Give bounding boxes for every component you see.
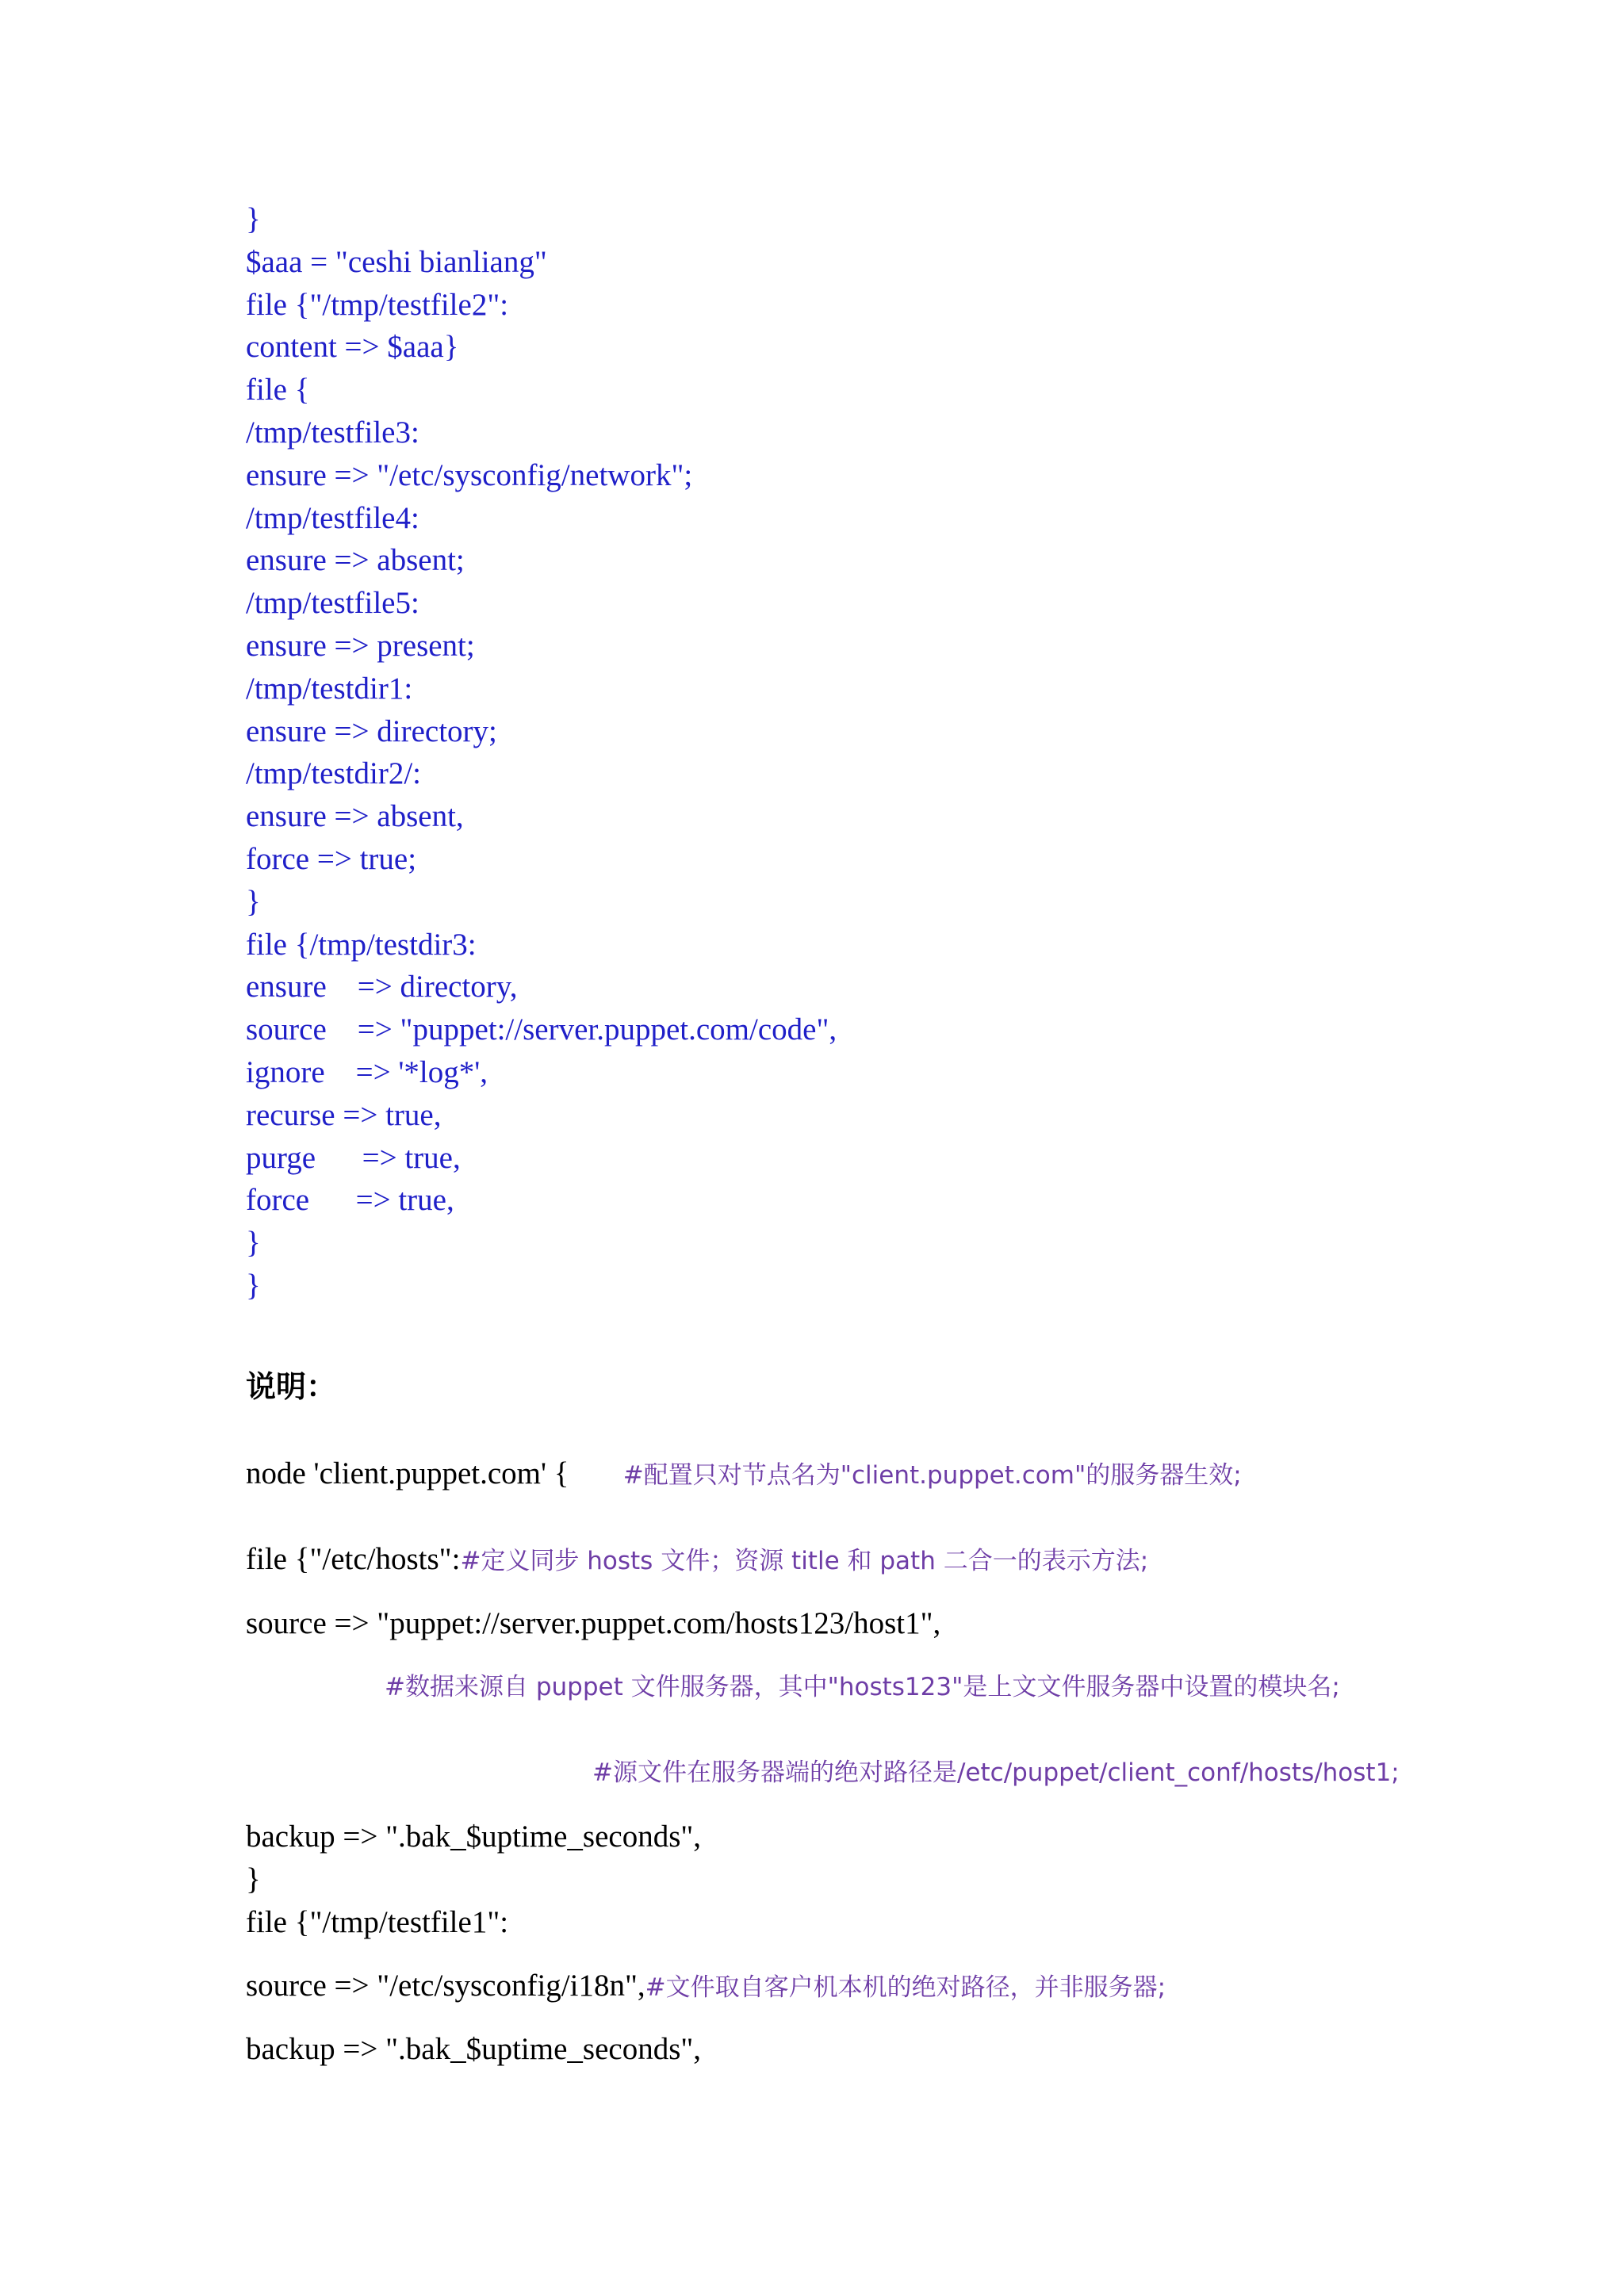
code-line: } [246, 1226, 261, 1261]
code-line: } [246, 1268, 261, 1303]
code-line: ensure => absent; [246, 543, 465, 578]
code-line: /tmp/testfile4: [246, 500, 419, 535]
node-code: node 'client.puppet.com' { [246, 1456, 623, 1490]
code-line: ensure => directory; [246, 714, 497, 748]
source-i18n-line [246, 1965, 1166, 2009]
code-line: file {/tmp/testdir3: [246, 927, 477, 962]
code-line: /tmp/testdir2/: [246, 756, 421, 791]
file-testfile1-line: file {"/tmp/testfile1": [246, 1905, 509, 1939]
code-line: /tmp/testdir1: [246, 671, 413, 706]
code-line: ensure => directory, [246, 970, 518, 1004]
puppet-code-block [246, 198, 1515, 1307]
code-line: file {"/tmp/testfile2": [246, 287, 509, 322]
code-line: } [246, 884, 261, 919]
source-comment-module: #数据来源自 puppet 文件服务器，其中"hosts123"是上文文件服务器中设置的模块名; [385, 1673, 1340, 1701]
code-line: ensure => absent, [246, 799, 464, 834]
code-line: force => true; [246, 841, 417, 876]
code-line: /tmp/testfile5: [246, 586, 419, 621]
backup-line: backup => ".bak_$uptime_seconds", [246, 1820, 702, 1854]
node-comment: #配置只对节点名为"client.puppet.com"的服务器生效; [622, 1461, 1242, 1490]
code-line: purge => true, [246, 1140, 461, 1175]
node-line [246, 1452, 1242, 1497]
file-hosts-comment: #定义同步 hosts 文件；资源 title 和 path 二合一的表示方法; [460, 1547, 1149, 1575]
source-comment-path: #源文件在服务器端的绝对路径是/etc/puppet/client_conf/hosts/host1; [592, 1758, 1400, 1787]
source-line: source => "puppet://server.puppet.com/hosts123/host1", [246, 1606, 941, 1640]
code-line: force => true, [246, 1183, 454, 1218]
explanation-heading: 说明： [246, 1369, 337, 1404]
code-line: ensure => "/etc/sysconfig/network"; [246, 457, 693, 492]
code-line: ensure => present; [246, 628, 475, 663]
code-line: source => "puppet://server.puppet.com/code", [246, 1012, 837, 1047]
code-line: } [246, 202, 261, 236]
code-line: ignore => '*log*', [246, 1054, 488, 1089]
file-hosts-code: file {"/etc/hosts": [246, 1542, 461, 1576]
file-hosts-line [246, 1538, 1148, 1582]
code-line: /tmp/testfile3: [246, 415, 419, 450]
backup-line: backup => ".bak_$uptime_seconds", [246, 2032, 702, 2066]
source-i18n-code: source => "/etc/sysconfig/i18n", [246, 1969, 645, 2003]
source-i18n-comment: #文件取自客户机本机的绝对路径，并非服务器; [645, 1973, 1166, 2002]
code-line: recurse => true, [246, 1097, 442, 1132]
closing-brace: } [246, 1862, 261, 1896]
code-line: $aaa = "ceshi bianliang" [246, 244, 547, 279]
code-line: content => $aaa} [246, 330, 459, 365]
code-line: file { [246, 373, 310, 408]
